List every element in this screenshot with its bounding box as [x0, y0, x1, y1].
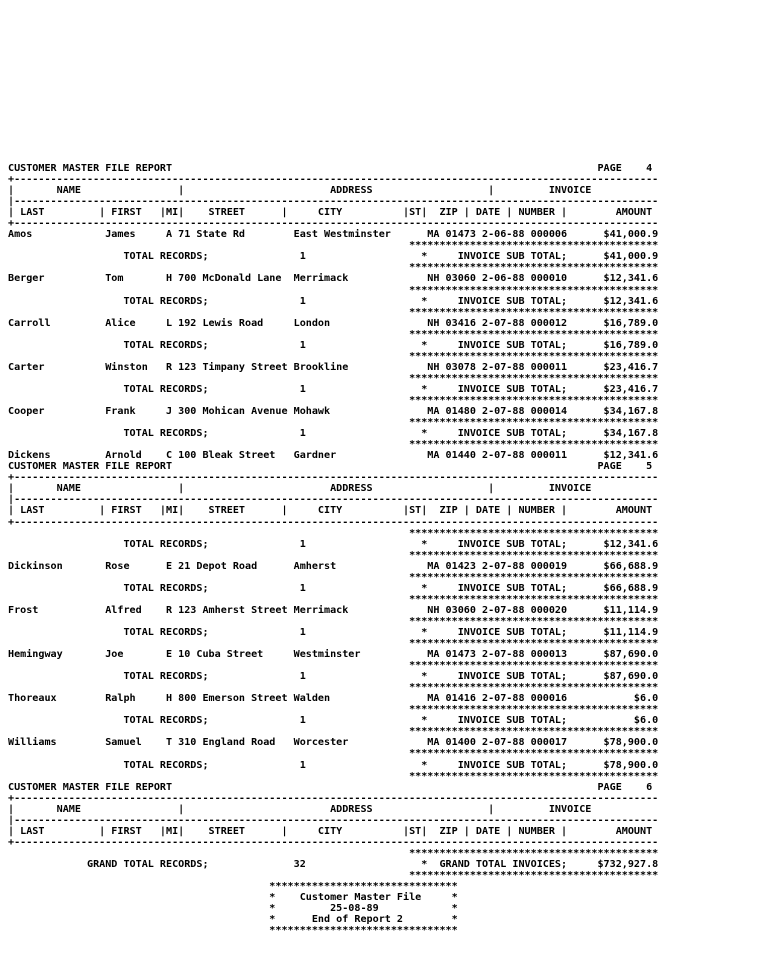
end-of-report-box-line: ******************************* [8, 925, 659, 937]
record-subtotal-line: TOTAL RECORDS; 1 * INVOICE SUB TOTAL; $78,900.0 [8, 759, 659, 771]
report-title-line: CUSTOMER MASTER FILE REPORT PAGE 5 [8, 461, 659, 473]
record-subtotal-line: TOTAL RECORDS; 1 * INVOICE SUB TOTAL; $12,341.6 [8, 295, 659, 307]
customer-row: Berger Tom H 700 McDonald Lane Merrimack NH 03060 2-06-88 000010 $12,341.6 [8, 273, 659, 285]
report-title-line: CUSTOMER MASTER FILE REPORT PAGE 6 [8, 781, 659, 793]
end-of-report-box-line: * 25-08-89 * [8, 903, 659, 915]
end-of-report-box-line: * Customer Master File * [8, 892, 659, 904]
record-subtotal-line: TOTAL RECORDS; 1 * INVOICE SUB TOTAL; $6.0 [8, 715, 659, 727]
customer-row: Frost Alfred R 123 Amherst Street Merrimack NH 03060 2-07-88 000020 $11,114.9 [8, 604, 659, 616]
record-subtotal-line: TOTAL RECORDS; 1 * INVOICE SUB TOTAL; $66,688.9 [8, 582, 659, 594]
separator-stars-line: ***************************************** [8, 439, 659, 451]
table-border-line: +---------------------------------------------------------------------------------------------------------- [8, 472, 659, 484]
table-group-header-line: | NAME | ADDRESS | INVOICE [8, 483, 659, 495]
separator-stars-line: ***************************************** [8, 372, 659, 384]
record-subtotal-line: TOTAL RECORDS; 1 * INVOICE SUB TOTAL; $41,000.9 [8, 251, 659, 263]
table-divider-line: |---------------------------------------------------------------------------------------------------------- [8, 196, 659, 208]
separator-stars-line: ***************************************** [8, 527, 659, 539]
separator-stars-line: ***************************************** [8, 549, 659, 561]
table-column-header-line: | LAST | FIRST |MI| STREET | CITY |ST| ZIP | DATE | NUMBER | AMOUNT [8, 505, 659, 517]
customer-row: Dickinson Rose E 21 Depot Road Amherst MA 01423 2-07-88 000019 $66,688.9 [8, 560, 659, 572]
separator-stars-line: ***************************************** [8, 682, 659, 694]
separator-stars-line: ***************************************** [8, 394, 659, 406]
separator-stars-line: ***************************************** [8, 748, 659, 760]
separator-stars-line: ***************************************** [8, 660, 659, 672]
separator-stars-line: ***************************************** [8, 328, 659, 340]
report-title-line: CUSTOMER MASTER FILE REPORT PAGE 4 [8, 163, 659, 174]
table-group-header-line: | NAME | ADDRESS | INVOICE [8, 185, 659, 197]
separator-stars-line: ***************************************** [8, 262, 659, 274]
report [8, 163, 658, 936]
separator-stars-line: ***************************************** [8, 847, 659, 859]
separator-stars-line: ***************************************** [8, 571, 659, 583]
record-subtotal-line: TOTAL RECORDS; 1 * INVOICE SUB TOTAL; $87,690.0 [8, 671, 659, 683]
customer-row: Amos James A 71 State Rd East Westminster MA 01473 2-06-88 000006 $41,000.9 [8, 229, 659, 241]
end-of-report-box-line: * End of Report 2 * [8, 914, 659, 926]
separator-stars-line: ***************************************** [8, 704, 659, 716]
separator-stars-line: ***************************************** [8, 306, 659, 318]
table-column-header-line: | LAST | FIRST |MI| STREET | CITY |ST| ZIP | DATE | NUMBER | AMOUNT [8, 207, 659, 219]
table-divider-line: |---------------------------------------------------------------------------------------------------------- [8, 814, 659, 826]
separator-stars-line: ***************************************** [8, 638, 659, 650]
record-subtotal-line: TOTAL RECORDS; 1 * INVOICE SUB TOTAL; $16,789.0 [8, 339, 659, 351]
table-column-header-line: | LAST | FIRST |MI| STREET | CITY |ST| ZIP | DATE | NUMBER | AMOUNT [8, 825, 659, 837]
table-group-header-line: | NAME | ADDRESS | INVOICE [8, 803, 659, 815]
table-border-line: +---------------------------------------------------------------------------------------------------------- [8, 174, 659, 186]
end-of-report-box-line: ******************************* [8, 881, 659, 893]
separator-stars-line: ***************************************** [8, 770, 659, 782]
separator-stars-line: ***************************************** [8, 284, 659, 296]
separator-stars-line: ***************************************** [8, 350, 659, 362]
table-border-line: +---------------------------------------------------------------------------------------------------------- [8, 516, 659, 528]
separator-stars-line: ***************************************** [8, 726, 659, 738]
record-subtotal-line: TOTAL RECORDS; 1 * INVOICE SUB TOTAL; $12,341.6 [8, 538, 659, 550]
separator-stars-line: ***************************************** [8, 870, 659, 881]
customer-row: Carter Winston R 123 Timpany Street Brookline NH 03078 2-07-88 000011 $23,416.7 [8, 361, 659, 373]
customer-row: Cooper Frank J 300 Mohican Avenue Mohawk MA 01480 2-07-88 000014 $34,167.8 [8, 406, 659, 418]
customer-row: Williams Samuel T 310 England Road Worcester MA 01400 2-07-88 000017 $78,900.0 [8, 737, 659, 749]
record-subtotal-line: TOTAL RECORDS; 1 * INVOICE SUB TOTAL; $23,416.7 [8, 383, 659, 395]
customer-row: Hemingway Joe E 10 Cuba Street Westminster MA 01473 2-07-88 000013 $87,690.0 [8, 649, 659, 661]
table-border-line: +---------------------------------------------------------------------------------------------------------- [8, 792, 659, 804]
record-subtotal-line: TOTAL RECORDS; 1 * INVOICE SUB TOTAL; $34,167.8 [8, 428, 659, 440]
table-divider-line: |---------------------------------------------------------------------------------------------------------- [8, 494, 659, 506]
table-border-line: +---------------------------------------------------------------------------------------------------------- [8, 218, 659, 230]
customer-row: Thoreaux Ralph H 800 Emerson Street Walden MA 01416 2-07-88 000016 $6.0 [8, 693, 659, 705]
customer-row: Dickens Arnold C 100 Bleak Street Gardner MA 01440 2-07-88 000011 $12,341.6 [8, 450, 659, 462]
grand-total-line: GRAND TOTAL RECORDS; 32 * GRAND TOTAL INVOICES; $732,927.8 [8, 858, 659, 870]
customer-row: Carroll Alice L 192 Lewis Road London NH 03416 2-07-88 000012 $16,789.0 [8, 317, 659, 329]
separator-stars-line: ***************************************** [8, 593, 659, 605]
table-border-line: +---------------------------------------------------------------------------------------------------------- [8, 836, 659, 848]
record-subtotal-line: TOTAL RECORDS; 1 * INVOICE SUB TOTAL; $11,114.9 [8, 626, 659, 638]
separator-stars-line: ***************************************** [8, 615, 659, 627]
separator-stars-line: ***************************************** [8, 417, 659, 429]
separator-stars-line: ***************************************** [8, 240, 659, 252]
